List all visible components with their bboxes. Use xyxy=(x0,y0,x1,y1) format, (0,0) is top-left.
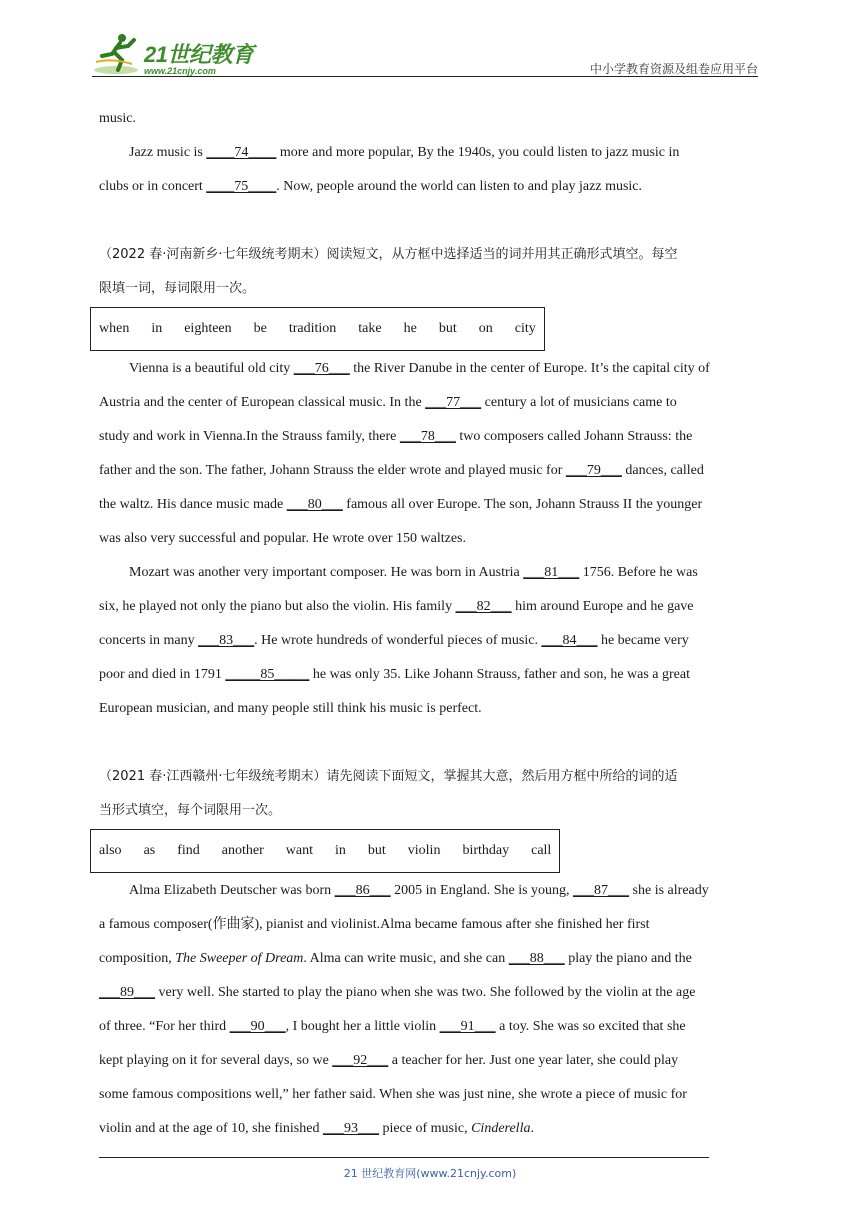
text-span: Vienna is a beautiful old city xyxy=(129,361,294,376)
blank-86: ___86___ xyxy=(334,883,391,898)
text-span: more and more popular, By the 1940s, you could listen to jazz music in xyxy=(276,145,680,160)
word-option: as xyxy=(143,843,156,858)
text-span: play the piano and the xyxy=(564,951,692,966)
text-span: European musician, and many people still think his music is perfect. xyxy=(99,701,482,716)
word-option: another xyxy=(221,843,264,858)
word-option: be xyxy=(253,321,267,336)
spacer xyxy=(99,204,761,238)
text-span: , I bought her a little violin xyxy=(285,1019,440,1034)
paragraph-line xyxy=(99,102,761,136)
paragraph-line xyxy=(99,522,761,556)
italic-title: Cinderella xyxy=(471,1121,531,1136)
text-span: . Now, people around the world can listen to and play jazz music. xyxy=(276,179,643,194)
document-body xyxy=(99,102,761,1146)
runner-icon xyxy=(92,32,144,76)
text-span: the waltz. His dance music made xyxy=(99,497,287,512)
header-divider xyxy=(92,76,758,77)
word-option: find xyxy=(177,843,200,858)
logo xyxy=(92,32,292,78)
word-option: city xyxy=(514,321,536,336)
blank-83: ___83___ xyxy=(198,633,255,648)
text-span: Mozart was another very important composer. He was born in Austria xyxy=(129,565,524,580)
page-footer: 21 世纪教育网(www.21cnjy.com) xyxy=(343,1167,517,1180)
paragraph-line xyxy=(99,386,761,420)
text-span: study and work in Vienna.In the Strauss family, there xyxy=(99,429,400,444)
text-span: poor and died in 1791 xyxy=(99,667,226,682)
word-option: call xyxy=(531,843,552,858)
paragraph-line xyxy=(99,1112,761,1146)
text-span: a teacher for her. Just one year later, she could play xyxy=(388,1053,679,1068)
paragraph-line xyxy=(99,590,761,624)
blank-78: ___78___ xyxy=(399,429,456,444)
word-option: tradition xyxy=(288,321,337,336)
word-option: but xyxy=(367,843,386,858)
blank-82: ___82___ xyxy=(455,599,512,614)
word-option: in xyxy=(335,843,346,858)
text-span: six, he played not only the piano but also the violin. His family xyxy=(99,599,456,614)
word-option: also xyxy=(99,843,122,858)
text-span: very well. She started to play the piano when she was two. She followed by the violin at the age xyxy=(155,985,696,1000)
paragraph-line xyxy=(99,692,761,726)
text-span: century a lot of musicians came to xyxy=(481,395,677,410)
instruction-line: 当形式填空，每个词限用一次。 xyxy=(99,803,282,818)
paragraph-line xyxy=(99,170,761,204)
paragraph-line xyxy=(99,1010,761,1044)
blank-79: ___79___ xyxy=(565,463,622,478)
word-option: he xyxy=(403,321,417,336)
paragraph-line xyxy=(99,1078,761,1112)
word-option: violin xyxy=(407,843,441,858)
paragraph-line xyxy=(99,942,761,976)
paragraph-line xyxy=(99,488,761,522)
text-span: piece of music, xyxy=(378,1121,472,1136)
word-box-row xyxy=(99,828,761,874)
instruction-line: （2022 春·河南新乡·七年级统考期末）阅读短文，从方框中选择适当的词并用其正确形式填空。每空 xyxy=(99,247,678,262)
text-span: Austria and the center of European classical music. In the xyxy=(99,395,426,410)
text-span: Alma Elizabeth Deutscher was born xyxy=(129,883,335,898)
word-box-row xyxy=(99,306,761,352)
text-span: of three. “For her third xyxy=(99,1019,230,1034)
blank-89: ___89___ xyxy=(99,985,155,1000)
blank-76: ___76___ xyxy=(293,361,350,376)
paragraph-line xyxy=(99,624,761,658)
spacer xyxy=(99,726,761,760)
word-option: eighteen xyxy=(184,321,232,336)
paragraph-line xyxy=(99,1044,761,1078)
word-option: on xyxy=(478,321,493,336)
word-option: but xyxy=(438,321,457,336)
blank-74: ____74____ xyxy=(206,145,277,160)
text-span: she is already xyxy=(629,883,709,898)
text-span: concerts in many xyxy=(99,633,199,648)
text-span: was also very successful and popular. He wrote over 150 waltzes. xyxy=(99,531,467,546)
blank-75: ____75____ xyxy=(206,179,277,194)
word-option: in xyxy=(151,321,163,336)
text-span: a toy. She was so excited that she xyxy=(495,1019,686,1034)
blank-85: _____85_____ xyxy=(225,667,310,682)
text-span: clubs or in concert xyxy=(99,179,207,194)
text-span: him around Europe and he gave xyxy=(511,599,694,614)
text-span: the River Danube in the center of Europe. It’s the capital city of xyxy=(349,361,710,376)
word-box xyxy=(90,307,545,351)
word-option: take xyxy=(358,321,382,336)
italic-title: The Sweeper of Dream xyxy=(175,951,304,966)
text-span: . He wrote hundreds of wonderful pieces of music. xyxy=(254,633,542,648)
blank-90: ___90___ xyxy=(229,1019,286,1034)
blank-84: ___84___ xyxy=(541,633,598,648)
footer-divider xyxy=(99,1157,709,1158)
text-span: . Alma can write music, and she can xyxy=(303,951,509,966)
text-span: composition, xyxy=(99,951,176,966)
text-span: he became very xyxy=(597,633,689,648)
page-header xyxy=(92,28,758,78)
paragraph-line xyxy=(99,454,761,488)
text-span: some famous compositions well,” her father said. When she was just nine, she wrote a piece of music for xyxy=(99,1087,687,1102)
paragraph-line xyxy=(99,874,761,908)
instruction-line: （2021 春·江西赣州·七年级统考期末）请先阅读下面短文，掌握其大意，然后用方框中所给的词的适 xyxy=(99,769,678,784)
text-span: dances, called xyxy=(621,463,704,478)
text-span: 2005 in England. She is young, xyxy=(390,883,574,898)
blank-80: ___80___ xyxy=(286,497,343,512)
paragraph-line xyxy=(99,420,761,454)
text-span: 1756. Before he was xyxy=(579,565,698,580)
paragraph-line xyxy=(99,352,761,386)
blank-92: ___92___ xyxy=(332,1053,389,1068)
text-span: Jazz music is xyxy=(129,145,207,160)
text-span: he was only 35. Like Johann Strauss, father and son, he was a great xyxy=(309,667,690,682)
text-span: famous all over Europe. The son, Johann Strauss II the younger xyxy=(342,497,703,512)
blank-88: ___88___ xyxy=(508,951,565,966)
paragraph-line xyxy=(99,976,761,1010)
text-span: father and the son. The father, Johann Strauss the elder wrote and played music for xyxy=(99,463,566,478)
text-span: . xyxy=(530,1121,534,1136)
instruction-line: 限填一词，每词限用一次。 xyxy=(99,281,256,296)
word-option: birthday xyxy=(462,843,510,858)
text-span: kept playing on it for several days, so we xyxy=(99,1053,333,1068)
header-platform-text: 中小学教育资源及组卷应用平台 xyxy=(589,62,758,76)
word-option: want xyxy=(285,843,313,858)
text-span: a famous composer(作曲家), pianist and violinist.Alma became famous after she finished her first xyxy=(99,917,650,932)
logo-url: www.21cnjy.com xyxy=(144,66,216,76)
blank-77: ___77___ xyxy=(425,395,482,410)
blank-81: ___81___ xyxy=(523,565,580,580)
text-span: music. xyxy=(99,111,136,126)
text-span: two composers called Johann Strauss: the xyxy=(455,429,693,444)
blank-93: ___93___ xyxy=(322,1121,379,1136)
paragraph-line xyxy=(99,556,761,590)
paragraph-line xyxy=(99,908,761,942)
word-option: when xyxy=(99,321,130,336)
paragraph-line xyxy=(99,658,761,692)
blank-87: ___87___ xyxy=(573,883,630,898)
text-span: violin and at the age of 10, she finished xyxy=(99,1121,323,1136)
word-box xyxy=(90,829,560,873)
blank-91: ___91___ xyxy=(439,1019,496,1034)
paragraph-line xyxy=(99,136,761,170)
logo-text: 21世纪教育 xyxy=(144,42,254,67)
